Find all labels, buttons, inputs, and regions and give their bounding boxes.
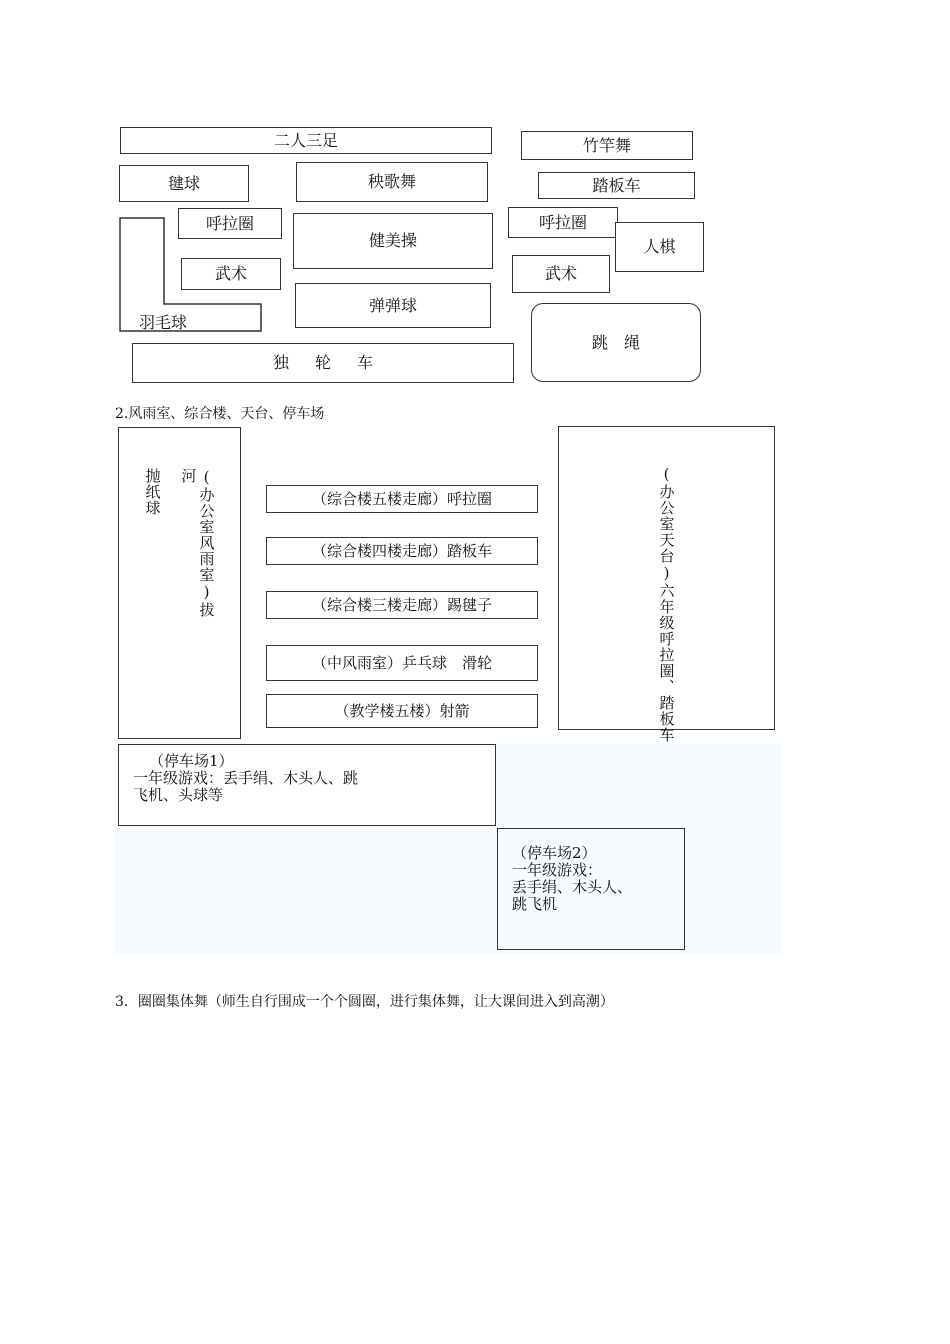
label: 呼拉圈 [538,212,587,232]
box-parking-2 [497,828,685,950]
box-zonghe-5f [266,485,538,513]
box-yang-ge-wu [296,162,488,202]
box-tiao-sheng [531,303,701,382]
box-er-ren-san-zu [120,127,492,154]
box-wu-shu-left [181,258,281,290]
parking-1-line2: 飞机、头球等 [133,786,224,804]
box-ren-qi [615,222,704,272]
box-ta-ban-che [538,172,695,199]
label: (办公室风雨室)拔 河 抛纸球 [143,468,216,618]
parking-2-line3: 跳飞机 [512,895,558,913]
box-zonghe-4f [266,537,538,565]
label: 武术 [544,264,577,284]
label: 秧歌舞 [367,172,416,192]
label: 跳 绳 [591,332,640,352]
box-tan-tan-qiu [295,283,491,328]
box-jiaoxue-5f [266,694,538,728]
box-hu-la-quan-right [508,207,618,238]
label: (办公室天台)六年级呼拉圈、踏板车 [657,465,676,743]
label: （综合楼三楼走廊）踢毽子 [311,596,492,614]
label: 呼拉圈 [205,213,254,233]
box-right-tall [558,426,775,743]
box-parking-1 [118,744,496,826]
box-zhong-fengyu [266,645,538,681]
box-zhu-gan-wu [521,131,693,160]
label: （综合楼五楼走廊）呼拉圈 [311,490,492,508]
parking-2-title: （停车场2） [512,844,597,862]
label: （教学楼五楼）射箭 [334,702,470,720]
label: 竹竿舞 [582,135,631,155]
parking-1-line1: 一年级游戏：丢手绢、木头人、跳 [133,769,359,787]
box-left-tall [118,427,241,739]
parking-2-line1: 一年级游戏： [512,861,603,879]
label-yu-mao-qiu: 羽毛球 [139,313,188,332]
label: 弹弹球 [368,295,417,315]
label: 武术 [214,264,247,284]
section2-heading: 2.风雨室、综合楼、天台、停车场 [115,406,325,422]
label: 二人三足 [273,130,338,150]
box-du-lun-che [132,343,514,383]
box-jian-qiu [119,165,249,202]
label: 独轮车 [272,353,399,373]
label: （综合楼四楼走廊）踏板车 [311,542,492,560]
label: 毽球 [167,173,200,193]
box-jian-mei-cao [293,213,493,269]
label: （中风雨室）乒乓球 滑轮 [311,654,492,672]
label: 踏板车 [592,175,641,195]
label: 健美操 [368,231,417,251]
box-zonghe-3f [266,591,538,619]
label: 人棋 [643,237,676,257]
section3-heading: 3．圈圈集体舞（师生自行围成一个个圆圈，进行集体舞，让大课间进入到高潮） [115,994,614,1010]
box-wu-shu-right [512,255,610,293]
parking-1-title: （停车场1） [149,752,234,770]
parking-2-line2: 丢手绢、木头人、 [512,878,633,896]
box-hu-la-quan-left [178,208,282,239]
